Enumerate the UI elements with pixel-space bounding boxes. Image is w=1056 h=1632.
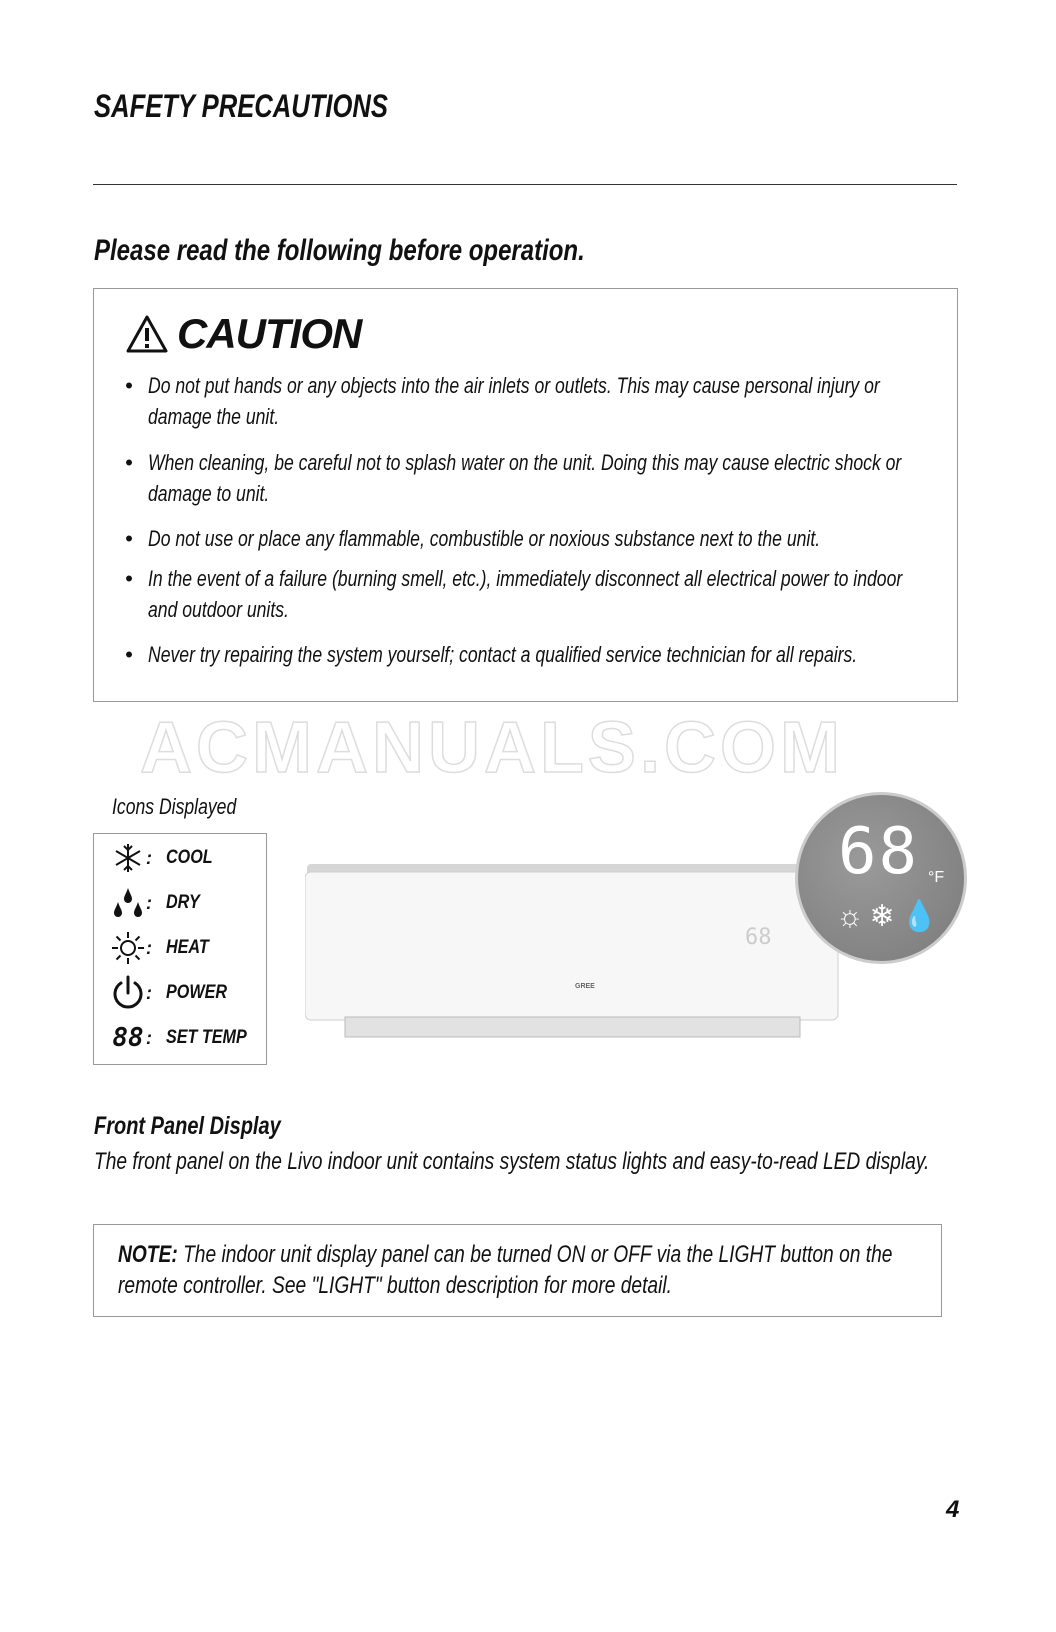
caution-item-text: Never try repairing the system yourself; contact a qualified service technician for all repairs.	[148, 642, 858, 667]
indoor-unit-image	[305, 862, 840, 1040]
legend-label: DRY	[166, 892, 200, 913]
colon: :	[146, 847, 152, 868]
seven-segment-icon: 88	[112, 1023, 144, 1053]
warning-triangle-icon	[125, 314, 169, 354]
page-title: SAFETY PRECAUTIONS	[94, 88, 388, 124]
power-icon	[110, 975, 146, 1011]
caution-item-text: When cleaning, be careful not to splash water on the unit. Doing this may cause electric shock or damage to unit.	[148, 450, 902, 506]
display-temp: 68	[838, 815, 920, 889]
divider	[93, 184, 957, 185]
colon: :	[146, 937, 152, 958]
legend-label: COOL	[166, 847, 213, 868]
display-mode-icons: ☼❄💧	[836, 900, 944, 933]
section-subtitle: Please read the following before operation.	[94, 234, 585, 267]
caution-label: CAUTION	[177, 310, 362, 357]
colon: :	[146, 1027, 152, 1048]
caution-item-text: In the event of a failure (burning smell, etc.), immediately disconnect all electrical power to indoor and outdoor units.	[148, 566, 903, 622]
icons-label: Icons Displayed	[112, 794, 237, 819]
front-panel-description: The front panel on the Livo indoor unit contains system status lights and easy-to-read LED display.	[94, 1148, 930, 1175]
legend-row-power	[110, 973, 238, 1013]
unit-display-temp: 68	[745, 925, 772, 950]
legend-row-set-temp	[110, 1018, 261, 1058]
caution-item-text: Do not use or place any flammable, combustible or noxious substance next to the unit.	[148, 526, 821, 551]
page-number: 4	[946, 1496, 960, 1523]
colon: :	[146, 982, 152, 1003]
legend-row-heat	[110, 928, 216, 968]
display-zoom-callout	[795, 792, 967, 964]
snowflake-icon	[110, 842, 146, 874]
colon: :	[146, 892, 152, 913]
note-body: The indoor unit display panel can be turned ON or OFF via the LIGHT button on the remote controller. See "LIGHT" button description for more detail.	[118, 1241, 893, 1299]
droplets-icon	[110, 886, 146, 920]
caution-heading	[125, 310, 361, 358]
note-label: NOTE:	[118, 1241, 178, 1268]
legend-row-cool	[110, 838, 221, 878]
legend-label: HEAT	[166, 937, 209, 958]
watermark: ACMANUALS.COM	[140, 708, 844, 788]
caution-item-text: Do not put hands or any objects into the air inlets or outlets. This may cause personal injury or damage the unit.	[148, 373, 880, 429]
legend-label: POWER	[166, 982, 228, 1003]
legend-row-dry	[110, 883, 206, 923]
display-unit: °F	[928, 869, 945, 886]
front-panel-title: Front Panel Display	[94, 1112, 281, 1140]
sun-icon	[110, 931, 146, 965]
icons-legend	[93, 833, 267, 1065]
note-box	[93, 1224, 942, 1317]
legend-label: SET TEMP	[166, 1027, 247, 1048]
brand-logo: GREE	[575, 983, 595, 990]
note-text	[118, 1239, 918, 1301]
